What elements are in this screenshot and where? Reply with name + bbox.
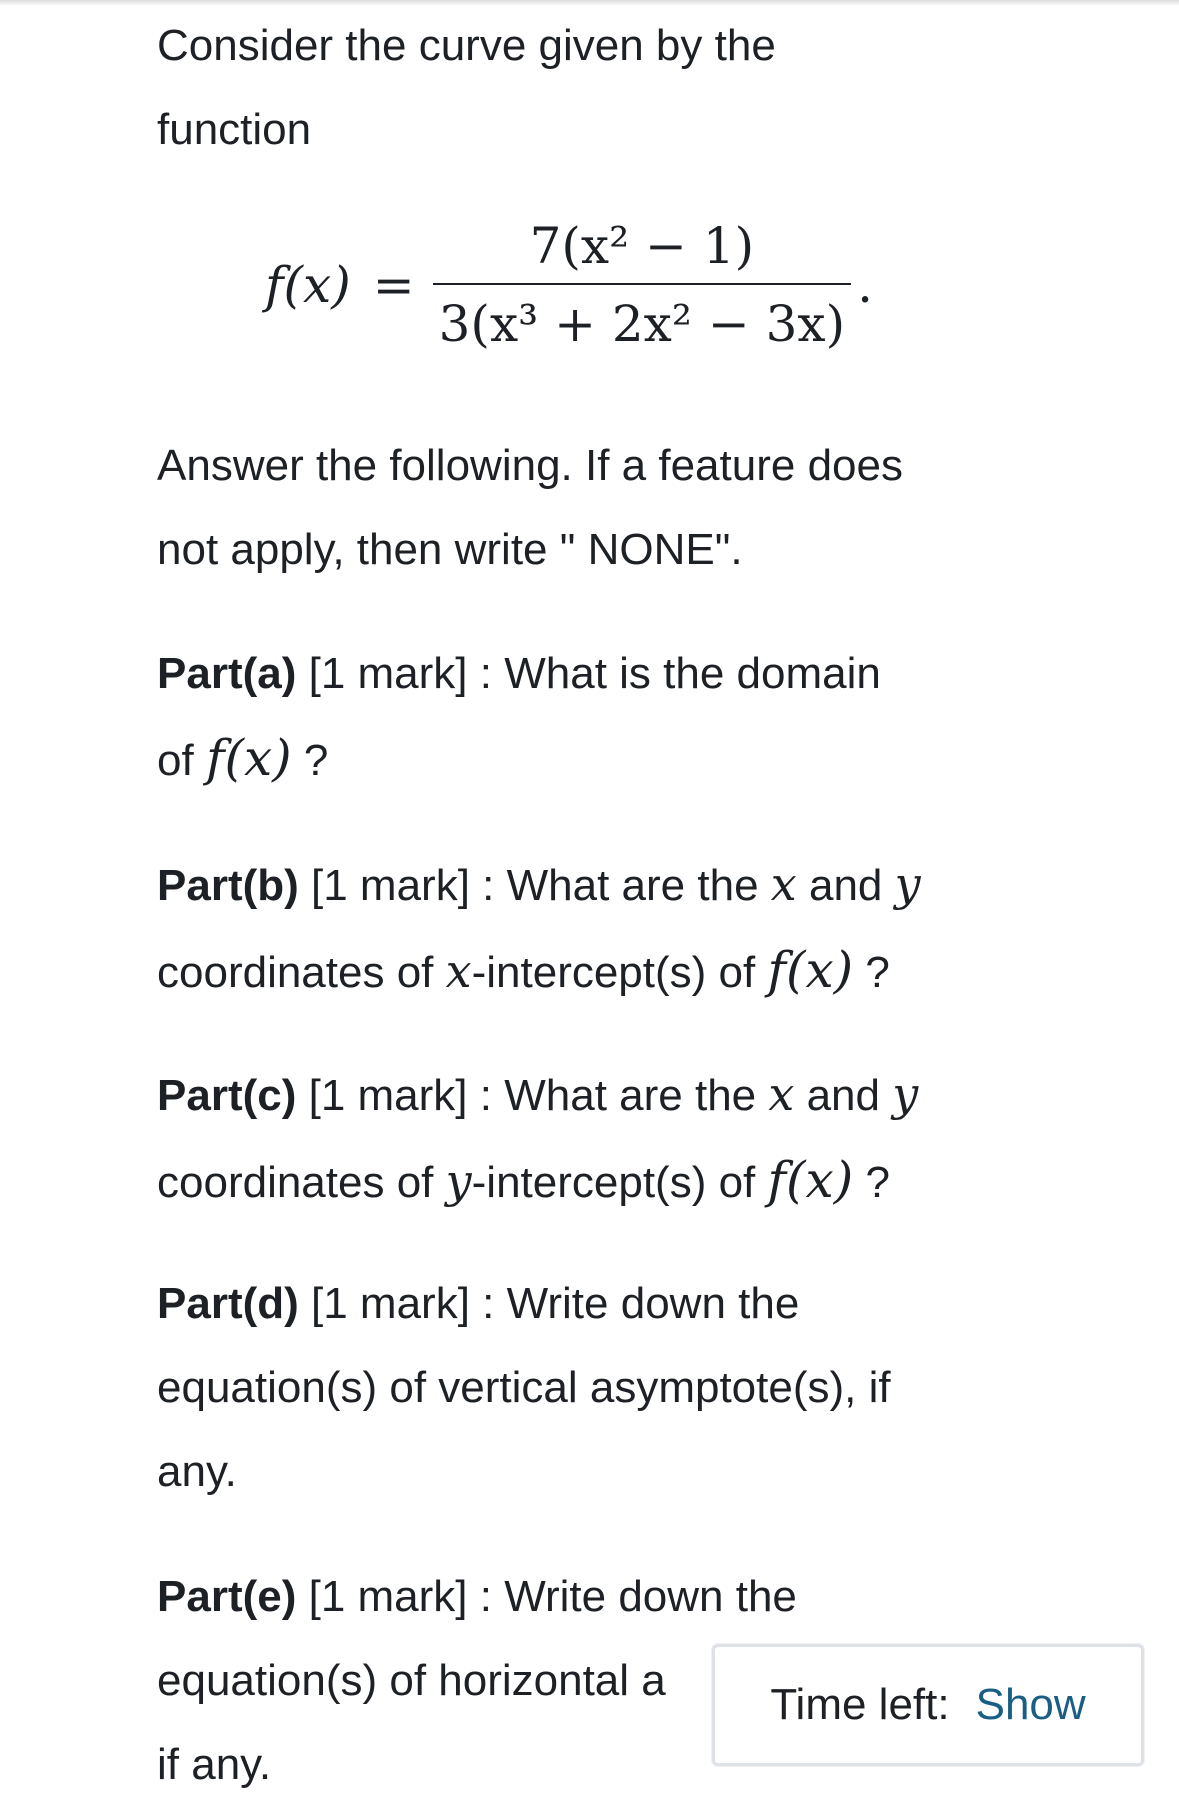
part-e-line-2: equation(s) of horizontal a [157,1656,666,1705]
part-a-text-2: of [157,736,194,785]
part-e [157,1555,797,1807]
part-d-label: Part(d) [157,1279,299,1328]
part-a-marks: [1 mark] [308,649,468,698]
part-c-sep: : [479,1071,492,1120]
part-d-line-3: any. [157,1447,237,1496]
part-d-marks: [1 mark] [311,1279,470,1328]
part-b-text-1: What are the [506,861,759,910]
part-e-marks: [1 mark] [308,1572,468,1621]
part-a-end: ? [303,736,329,785]
part-a [157,632,881,803]
part-b-var-x: x [770,857,797,911]
part-b-text-3: -intercept(s) of [471,948,756,997]
part-c-text-3: -intercept(s) of [471,1158,756,1207]
part-b-and: and [808,861,883,910]
part-e-line-1: Write down the [504,1572,797,1621]
part-c [157,1052,918,1225]
part-c-text-1: What are the [504,1071,757,1120]
question-intro [157,4,776,172]
part-c-var-x: x [768,1067,795,1121]
instructions-line-2: not apply, then write " NONE". [157,525,743,574]
part-a-math: f(x) [205,729,292,787]
part-c-var-y: y [892,1067,919,1121]
part-b-text-2: coordinates of [157,948,434,997]
part-a-text-1: What is the domain [504,649,881,698]
part-b-marks: [1 mark] [311,861,470,910]
part-a-label: Part(a) [157,649,297,698]
part-e-label: Part(e) [157,1572,297,1621]
formula-lhs: f(x) [265,256,351,314]
formula-denominator: 3(x³ + 2x² − 3x) [438,295,846,353]
timer-label: Time left: [770,1680,950,1729]
part-c-end: ? [865,1158,890,1207]
function-formula [265,200,873,370]
part-e-line-3: if any. [157,1740,272,1789]
question-instructions [157,424,903,592]
part-c-and: and [806,1071,880,1120]
part-c-var-int: y [445,1154,472,1208]
timer-show-toggle[interactable]: Show [975,1680,1086,1729]
part-c-marks: [1 mark] [308,1071,468,1120]
part-e-sep: : [479,1572,492,1621]
part-b-label: Part(b) [157,861,299,910]
quiz-timer-box [712,1644,1144,1766]
part-b-math: f(x) [767,941,854,999]
formula-equals: = [372,256,415,314]
part-c-text-2: coordinates of [157,1158,434,1207]
intro-line-1: Consider the curve given by the [157,21,776,70]
part-d-sep: : [482,1279,495,1328]
part-d [157,1262,891,1514]
part-c-math: f(x) [767,1151,854,1209]
intro-line-2: function [157,105,312,154]
formula-numerator: 7(x² − 1) [529,217,755,275]
fraction-bar [433,283,852,285]
part-b [157,842,921,1015]
formula-period: . [857,256,874,314]
part-c-label: Part(c) [157,1071,297,1120]
part-b-var-y: y [894,857,921,911]
part-b-sep: : [482,861,495,910]
part-d-line-1: Write down the [506,1279,800,1328]
part-d-line-2: equation(s) of vertical asymptote(s), if [157,1363,891,1412]
instructions-line-1: Answer the following. If a feature does [157,441,903,490]
part-a-sep: : [479,649,492,698]
part-b-end: ? [865,948,890,997]
formula-fraction [433,217,852,353]
part-b-var-int: x [445,944,472,998]
